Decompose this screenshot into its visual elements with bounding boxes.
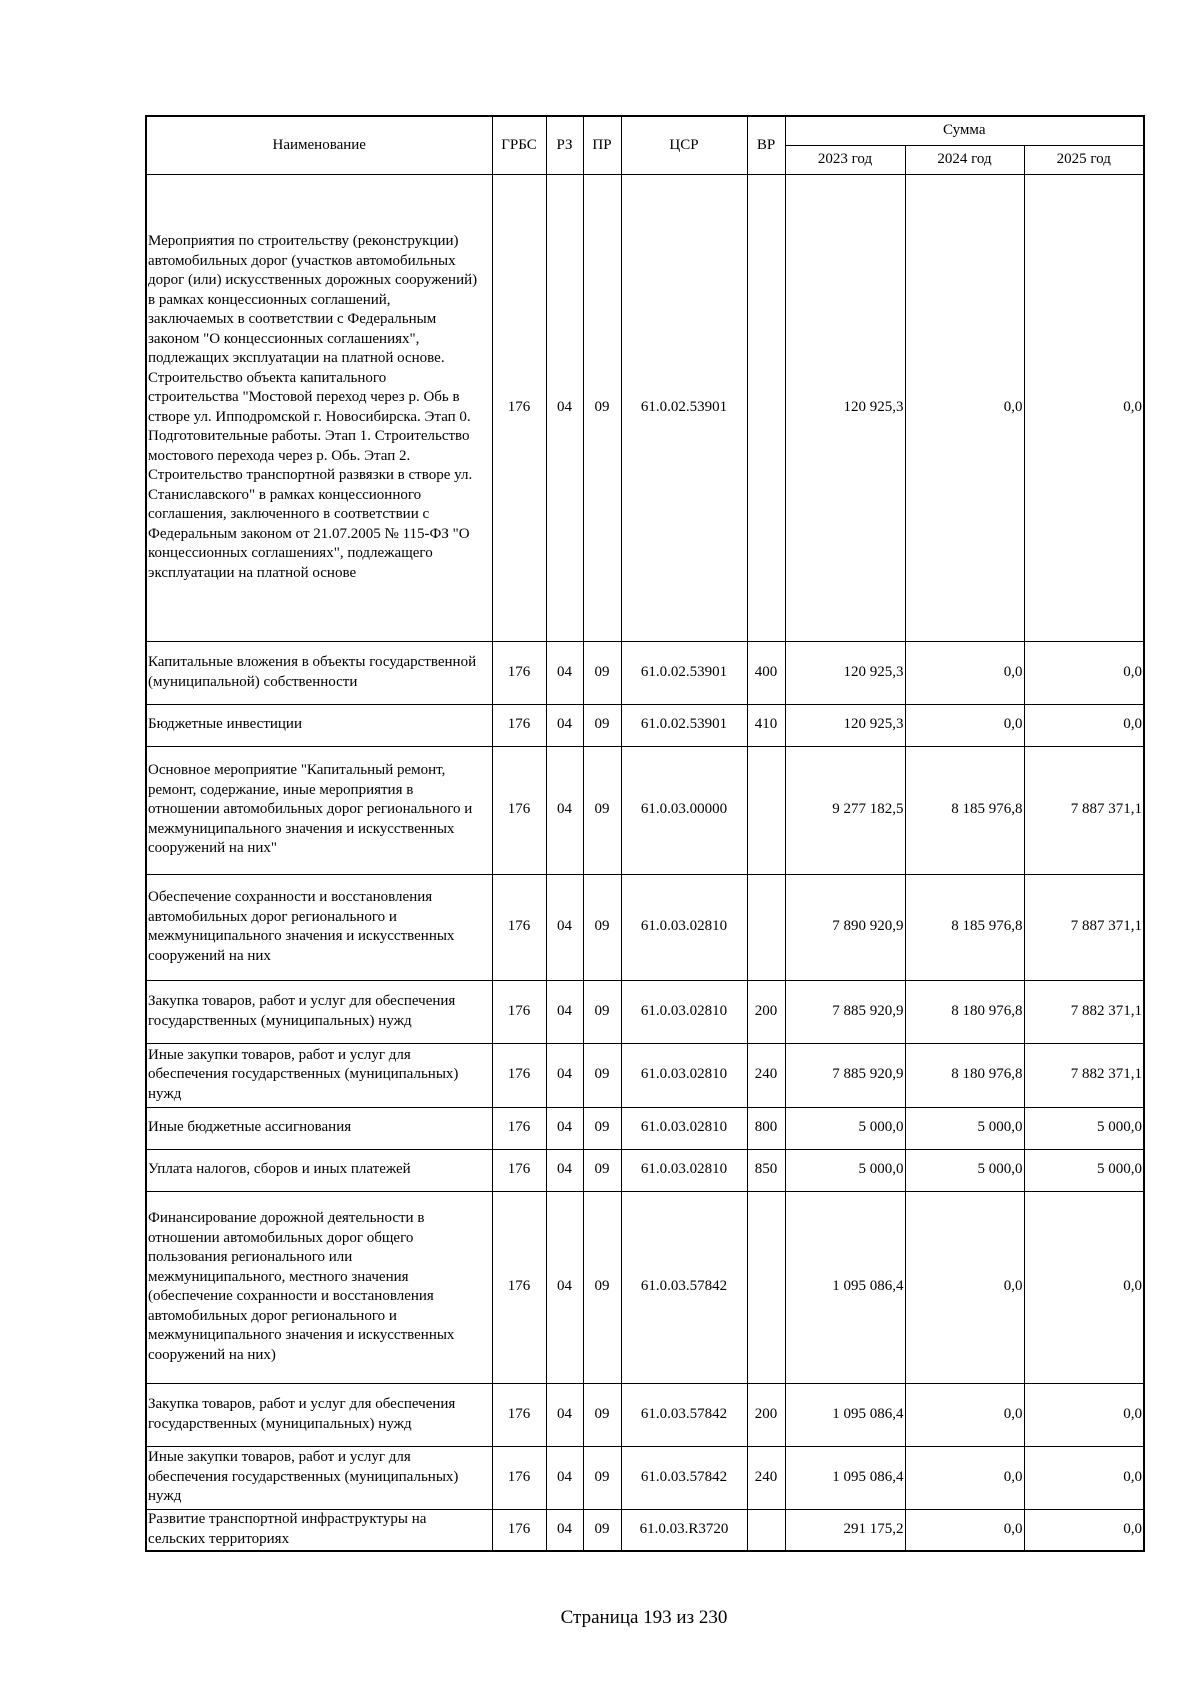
name-cell: Мероприятия по строительству (реконструкции) автомобильных дорог (участков автомобильных дорог (или) искусственных дорожных сооружений) в рамках концессионных соглашений, заключаемых в соответствии с Федеральным законом "О концессионных соглашениях", подлежащих эксплуатации на платной основе. Строительство объекта капитального строительства "Мостовой переход через р. Обь в створе ул. Ипподромской г. Новосибирска. Этап 0. Подготовительные работы. Этап 1. Строительство мостового перехода через р. Обь. Этап 2. Строительство транспортной развязки в створе ул. Станиславского" в рамках концессионного соглашения, заключенного в соответствии с Федеральным законом от 21.07.2005 № 115-ФЗ "О концессионных соглашениях", подлежащего эксплуатации на платной основе bbox=[146, 174, 492, 641]
grbs-cell: 176 bbox=[492, 980, 546, 1043]
amount-2024-cell: 8 180 976,8 bbox=[905, 1043, 1024, 1107]
grbs-cell: 176 bbox=[492, 874, 546, 980]
csr-cell: 61.0.03.02810 bbox=[621, 1149, 747, 1191]
vr-cell bbox=[747, 746, 785, 874]
header-vr: ВР bbox=[747, 116, 785, 174]
amount-2023-cell: 7 885 920,9 bbox=[785, 980, 905, 1043]
rz-cell: 04 bbox=[546, 1446, 583, 1509]
amount-2024-cell: 8 180 976,8 bbox=[905, 980, 1024, 1043]
rz-cell: 04 bbox=[546, 641, 583, 704]
table-row bbox=[146, 746, 1144, 874]
amount-2023-cell: 7 890 920,9 bbox=[785, 874, 905, 980]
header-grbs: ГРБС bbox=[492, 116, 546, 174]
amount-2024-cell: 5 000,0 bbox=[905, 1149, 1024, 1191]
header-pr: ПР bbox=[583, 116, 621, 174]
csr-cell: 61.0.03.02810 bbox=[621, 874, 747, 980]
table-header bbox=[146, 116, 1144, 174]
amount-2023-cell: 9 277 182,5 bbox=[785, 746, 905, 874]
amount-2023-cell: 1 095 086,4 bbox=[785, 1383, 905, 1446]
vr-cell: 410 bbox=[747, 704, 785, 746]
pr-cell: 09 bbox=[583, 174, 621, 641]
rz-cell: 04 bbox=[546, 980, 583, 1043]
amount-2023-cell: 5 000,0 bbox=[785, 1107, 905, 1149]
vr-cell: 200 bbox=[747, 1383, 785, 1446]
amount-2024-cell: 0,0 bbox=[905, 641, 1024, 704]
name-cell: Обеспечение сохранности и восстановления автомобильных дорог регионального и межмуниципального значения и искусственных сооружений на них bbox=[146, 874, 492, 980]
table-row bbox=[146, 980, 1144, 1043]
table-row bbox=[146, 1446, 1144, 1509]
header-year-2025: 2025 год bbox=[1024, 145, 1144, 174]
pr-cell: 09 bbox=[583, 1446, 621, 1509]
vr-cell bbox=[747, 1191, 785, 1383]
amount-2025-cell: 0,0 bbox=[1024, 704, 1144, 746]
csr-cell: 61.0.02.53901 bbox=[621, 174, 747, 641]
vr-cell bbox=[747, 874, 785, 980]
header-year-2023: 2023 год bbox=[785, 145, 905, 174]
pr-cell: 09 bbox=[583, 1107, 621, 1149]
amount-2024-cell: 0,0 bbox=[905, 174, 1024, 641]
table-body bbox=[146, 174, 1144, 1551]
pr-cell: 09 bbox=[583, 1383, 621, 1446]
name-cell: Основное мероприятие "Капитальный ремонт, ремонт, содержание, иные мероприятия в отношении автомобильных дорог регионального и межмуниципального значения и искусственных сооружений на них" bbox=[146, 746, 492, 874]
pr-cell: 09 bbox=[583, 1043, 621, 1107]
pr-cell: 09 bbox=[583, 641, 621, 704]
amount-2025-cell: 7 887 371,1 bbox=[1024, 746, 1144, 874]
header-row bbox=[146, 116, 1144, 145]
amount-2025-cell: 0,0 bbox=[1024, 1509, 1144, 1551]
page-number: Страница 193 из 230 bbox=[560, 1607, 728, 1628]
vr-cell: 200 bbox=[747, 980, 785, 1043]
grbs-cell: 176 bbox=[492, 1149, 546, 1191]
amount-2024-cell: 0,0 bbox=[905, 704, 1024, 746]
pr-cell: 09 bbox=[583, 874, 621, 980]
csr-cell: 61.0.03.02810 bbox=[621, 980, 747, 1043]
header-sum: Сумма bbox=[785, 116, 1144, 145]
pr-cell: 09 bbox=[583, 746, 621, 874]
name-cell: Уплата налогов, сборов и иных платежей bbox=[146, 1149, 492, 1191]
grbs-cell: 176 bbox=[492, 174, 546, 641]
amount-2024-cell: 0,0 bbox=[905, 1446, 1024, 1509]
amount-2024-cell: 5 000,0 bbox=[905, 1107, 1024, 1149]
amount-2023-cell: 120 925,3 bbox=[785, 704, 905, 746]
header-csr: ЦСР bbox=[621, 116, 747, 174]
name-cell: Иные закупки товаров, работ и услуг для обеспечения государственных (муниципальных) нужд bbox=[146, 1043, 492, 1107]
amount-2024-cell: 0,0 bbox=[905, 1509, 1024, 1551]
table-row bbox=[146, 1149, 1144, 1191]
rz-cell: 04 bbox=[546, 746, 583, 874]
grbs-cell: 176 bbox=[492, 1383, 546, 1446]
amount-2025-cell: 0,0 bbox=[1024, 174, 1144, 641]
grbs-cell: 176 bbox=[492, 1043, 546, 1107]
amount-2025-cell: 0,0 bbox=[1024, 641, 1144, 704]
table-row bbox=[146, 1107, 1144, 1149]
rz-cell: 04 bbox=[546, 704, 583, 746]
amount-2025-cell: 0,0 bbox=[1024, 1446, 1144, 1509]
header-rz: РЗ bbox=[546, 116, 583, 174]
name-cell: Закупка товаров, работ и услуг для обеспечения государственных (муниципальных) нужд bbox=[146, 980, 492, 1043]
pr-cell: 09 bbox=[583, 980, 621, 1043]
grbs-cell: 176 bbox=[492, 746, 546, 874]
pr-cell: 09 bbox=[583, 1149, 621, 1191]
table-row bbox=[146, 1509, 1144, 1551]
amount-2024-cell: 8 185 976,8 bbox=[905, 746, 1024, 874]
vr-cell: 240 bbox=[747, 1446, 785, 1509]
table-row bbox=[146, 1383, 1144, 1446]
csr-cell: 61.0.03.57842 bbox=[621, 1191, 747, 1383]
table-row bbox=[146, 1043, 1144, 1107]
amount-2025-cell: 7 882 371,1 bbox=[1024, 1043, 1144, 1107]
pr-cell: 09 bbox=[583, 1509, 621, 1551]
vr-cell bbox=[747, 174, 785, 641]
name-cell: Бюджетные инвестиции bbox=[146, 704, 492, 746]
csr-cell: 61.0.02.53901 bbox=[621, 704, 747, 746]
amount-2023-cell: 7 885 920,9 bbox=[785, 1043, 905, 1107]
name-cell: Развитие транспортной инфраструктуры на сельских территориях bbox=[146, 1509, 492, 1551]
amount-2023-cell: 1 095 086,4 bbox=[785, 1446, 905, 1509]
amount-2024-cell: 0,0 bbox=[905, 1191, 1024, 1383]
name-cell: Иные закупки товаров, работ и услуг для обеспечения государственных (муниципальных) нужд bbox=[146, 1446, 492, 1509]
csr-cell: 61.0.03.R3720 bbox=[621, 1509, 747, 1551]
rz-cell: 04 bbox=[546, 1383, 583, 1446]
amount-2025-cell: 7 882 371,1 bbox=[1024, 980, 1144, 1043]
amount-2023-cell: 5 000,0 bbox=[785, 1149, 905, 1191]
vr-cell: 240 bbox=[747, 1043, 785, 1107]
csr-cell: 61.0.02.53901 bbox=[621, 641, 747, 704]
csr-cell: 61.0.03.57842 bbox=[621, 1383, 747, 1446]
amount-2025-cell: 5 000,0 bbox=[1024, 1149, 1144, 1191]
grbs-cell: 176 bbox=[492, 1509, 546, 1551]
rz-cell: 04 bbox=[546, 1043, 583, 1107]
amount-2023-cell: 1 095 086,4 bbox=[785, 1191, 905, 1383]
rz-cell: 04 bbox=[546, 1107, 583, 1149]
vr-cell bbox=[747, 1509, 785, 1551]
rz-cell: 04 bbox=[546, 174, 583, 641]
amount-2025-cell: 0,0 bbox=[1024, 1191, 1144, 1383]
grbs-cell: 176 bbox=[492, 704, 546, 746]
name-cell: Закупка товаров, работ и услуг для обеспечения государственных (муниципальных) нужд bbox=[146, 1383, 492, 1446]
amount-2024-cell: 8 185 976,8 bbox=[905, 874, 1024, 980]
pr-cell: 09 bbox=[583, 1191, 621, 1383]
vr-cell: 850 bbox=[747, 1149, 785, 1191]
rz-cell: 04 bbox=[546, 874, 583, 980]
amount-2023-cell: 291 175,2 bbox=[785, 1509, 905, 1551]
grbs-cell: 176 bbox=[492, 1446, 546, 1509]
header-name: Наименование bbox=[146, 116, 492, 174]
grbs-cell: 176 bbox=[492, 1107, 546, 1149]
table-row bbox=[146, 641, 1144, 704]
name-cell: Иные бюджетные ассигнования bbox=[146, 1107, 492, 1149]
table-row bbox=[146, 704, 1144, 746]
pr-cell: 09 bbox=[583, 704, 621, 746]
amount-2023-cell: 120 925,3 bbox=[785, 174, 905, 641]
amount-2025-cell: 5 000,0 bbox=[1024, 1107, 1144, 1149]
csr-cell: 61.0.03.02810 bbox=[621, 1043, 747, 1107]
vr-cell: 800 bbox=[747, 1107, 785, 1149]
table-row bbox=[146, 174, 1144, 641]
rz-cell: 04 bbox=[546, 1191, 583, 1383]
grbs-cell: 176 bbox=[492, 641, 546, 704]
csr-cell: 61.0.03.02810 bbox=[621, 1107, 747, 1149]
amount-2023-cell: 120 925,3 bbox=[785, 641, 905, 704]
name-cell: Капитальные вложения в объекты государственной (муниципальной) собственности bbox=[146, 641, 492, 704]
budget-table bbox=[145, 115, 1145, 1552]
rz-cell: 04 bbox=[546, 1509, 583, 1551]
csr-cell: 61.0.03.00000 bbox=[621, 746, 747, 874]
amount-2025-cell: 7 887 371,1 bbox=[1024, 874, 1144, 980]
rz-cell: 04 bbox=[546, 1149, 583, 1191]
amount-2025-cell: 0,0 bbox=[1024, 1383, 1144, 1446]
header-year-2024: 2024 год bbox=[905, 145, 1024, 174]
amount-2024-cell: 0,0 bbox=[905, 1383, 1024, 1446]
table-row bbox=[146, 874, 1144, 980]
table-row bbox=[146, 1191, 1144, 1383]
csr-cell: 61.0.03.57842 bbox=[621, 1446, 747, 1509]
vr-cell: 400 bbox=[747, 641, 785, 704]
name-cell: Финансирование дорожной деятельности в отношении автомобильных дорог общего пользования регионального или межмуниципального, местного значения (обеспечение сохранности и восстановления автомобильных дорог регионального и межмуниципального значения и искусственных сооружений на них) bbox=[146, 1191, 492, 1383]
grbs-cell: 176 bbox=[492, 1191, 546, 1383]
